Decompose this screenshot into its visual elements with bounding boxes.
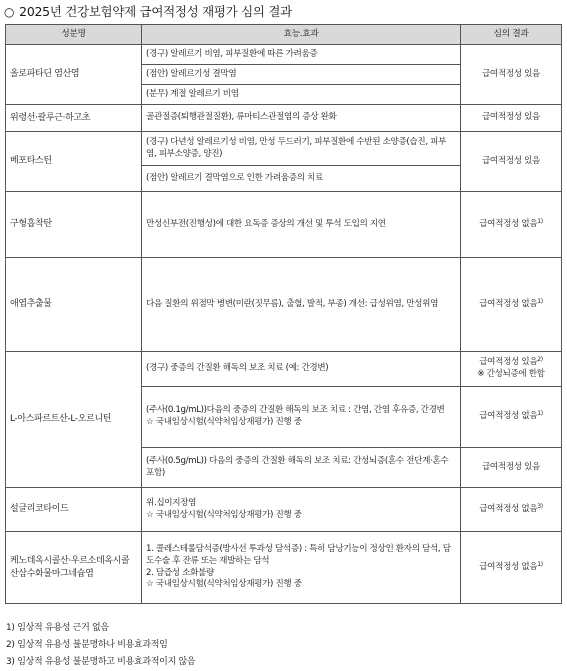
footnote-ref: 1) [537, 297, 543, 305]
footnote: 2) 임상적 유용성 불분명하나 비용효과적임 [6, 640, 168, 650]
footnote: 1) 임상적 유용성 근거 없음 [6, 623, 109, 633]
header-ingredient: 성분명 [6, 25, 142, 45]
result-text: 급여적정성 있음 [481, 68, 541, 79]
header-result: 심의 결과 [461, 25, 562, 45]
footnotes [6, 620, 561, 671]
efficacy-line: (주사(0.1g/mL))다음의 중증의 간질환 해독의 보조 치료 : 간염, 간염 후유증, 간경변 [146, 405, 445, 416]
efficacy-line: 만성신부전(진행성)에 대한 요독증 증상의 개선 및 투석 도입의 지연 [146, 218, 386, 229]
efficacy-line: 1. 콜레스테롤담석증(방사선 투과성 담석증) : 특히 담낭기능이 정상인 환자의 담석, 담도수술 후 잔류 또는 재발하는 담석 [146, 544, 451, 566]
efficacy-cell [142, 166, 461, 192]
result-text: 급여적정성 없음 [479, 561, 538, 572]
efficacy-line: (분무) 계절 알레르기 비염 [146, 88, 239, 99]
table-row [6, 45, 562, 65]
result-text: 급여적정성 있음 [481, 155, 541, 166]
ingredient-cell: 베포타스틴 [6, 132, 142, 192]
ingredient-cell: 올로파타딘 염산염 [6, 45, 142, 105]
result-cell [461, 352, 562, 387]
clinical-trial-note: ☆ 국내임상시험(식약처임상재평가) 진행 중 [146, 579, 302, 590]
result-cell [461, 488, 562, 532]
result-cell [461, 258, 562, 352]
ingredient-cell: L-아스파르트산-L-오르니틴 [6, 352, 142, 488]
efficacy-cell [142, 85, 461, 105]
result-cell [461, 387, 562, 448]
result-condition: ※ 간성뇌증에 한함 [477, 369, 545, 379]
result-text: 급여적정성 있음 [479, 357, 538, 368]
efficacy-cell [142, 532, 461, 604]
footnote-ref: 1) [537, 560, 543, 568]
efficacy-line: (경구) 다년성 알레르기성 비염, 만성 두드러기, 피부질환에 수반된 소양증(습진, 피부염, 피부소양증, 양진) [146, 136, 446, 159]
ingredient-cell: 케노데옥시콜산·우르소데옥시콜산삼수화물마그네슘염 [6, 532, 142, 604]
ingredient-cell: 위령선·괄루근·하고초 [6, 105, 142, 132]
efficacy-cell [142, 258, 461, 352]
ingredient-cell: 설글리코타이드 [6, 488, 142, 532]
table-row [6, 352, 562, 387]
efficacy-cell [142, 132, 461, 166]
result-text: 급여적정성 없음 [479, 218, 538, 229]
efficacy-cell [142, 65, 461, 85]
circle-bullet-icon: ○ [4, 5, 15, 19]
footnote-ref: 1) [537, 410, 543, 418]
table-row [6, 192, 562, 258]
footnote: 3) 임상적 유용성 불분명하고 비용효과적이지 않음 [6, 657, 196, 667]
table-row [6, 258, 562, 352]
efficacy-line: 위.십이지장염 [146, 497, 197, 508]
result-text: 급여적정성 없음 [479, 503, 538, 514]
page-title [4, 2, 564, 22]
ingredient-cell: 애엽추출물 [6, 258, 142, 352]
efficacy-cell [142, 45, 461, 65]
result-cell [461, 105, 562, 132]
efficacy-cell [142, 105, 461, 132]
footnote-ref: 1) [537, 217, 543, 225]
efficacy-line: (경구) 중증의 간질환 해독의 보조 치료 (예: 간경변) [146, 363, 329, 374]
efficacy-cell [142, 192, 461, 258]
header-efficacy: 효능.효과 [142, 25, 461, 45]
result-cell [461, 448, 562, 488]
result-text: 급여적정성 없음 [479, 298, 538, 309]
efficacy-line: (점안) 알레르기 결막염으로 인한 가려움증의 치료 [146, 172, 323, 183]
ingredient-cell: 구형흡착탄 [6, 192, 142, 258]
table-row [6, 105, 562, 132]
result-cell [461, 132, 562, 192]
table-row [6, 488, 562, 532]
result-text: 급여적정성 있음 [481, 461, 541, 472]
result-cell [461, 192, 562, 258]
efficacy-line: (주사(0.5g/mL)) 다음의 중증의 간질환 해독의 보조 치료: 간성뇌증(혼수 전단계·혼수포함) [146, 455, 449, 478]
clinical-trial-note: ☆ 국내임상시험(식약처임상재평가) 진행 중 [146, 509, 302, 520]
result-text: 급여적정성 있음 [481, 112, 541, 123]
footnote-ref: 2) [537, 356, 543, 364]
result-text: 급여적정성 없음 [479, 411, 538, 422]
result-cell [461, 532, 562, 604]
efficacy-line: (경구) 알레르기 비염, 피부질환에 따른 가려움증 [146, 48, 318, 59]
table-row [6, 532, 562, 604]
result-cell [461, 45, 562, 105]
efficacy-cell [142, 488, 461, 532]
clinical-trial-note: ☆ 국내임상시험(식약처임상재평가) 진행 중 [146, 417, 302, 427]
footnote-ref: 3) [537, 502, 543, 510]
efficacy-cell [142, 387, 461, 448]
review-result-table [5, 24, 562, 604]
table-header-row [6, 25, 562, 45]
efficacy-cell [142, 352, 461, 387]
efficacy-line: (점안) 알레르기성 결막염 [146, 68, 237, 79]
efficacy-line: 골관절증(퇴행관절질환), 류마티스관절염의 증상 완화 [146, 112, 337, 123]
efficacy-line: 2. 담즙성 소화불량 [146, 567, 214, 578]
efficacy-line: 다음 질환의 위점막 병변(미란(짓무름), 출혈, 발적, 부종) 개선: 급성위염, 만성위염 [146, 298, 439, 309]
efficacy-cell [142, 448, 461, 488]
title-text: 2025년 건강보험약제 급여적정성 재평가 심의 결과 [19, 4, 292, 19]
table-row [6, 132, 562, 166]
